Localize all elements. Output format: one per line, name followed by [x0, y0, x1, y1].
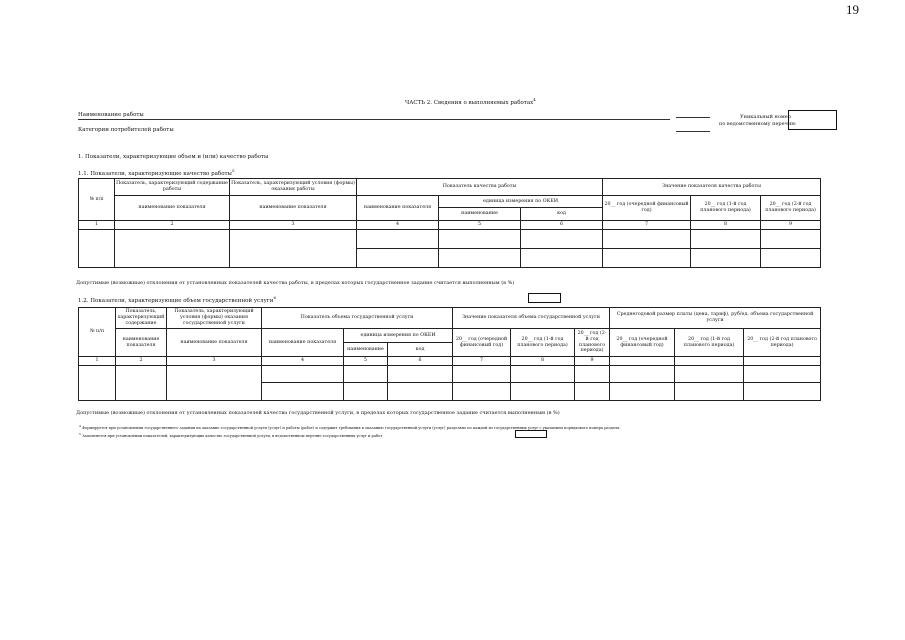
- t2-colnum: 9: [575, 357, 610, 366]
- t1-deviation-note: Допустимые (возможные) отклонения от установленных показателей качества работы, в пределах которых государственное задание считается выполненным (в %): [76, 280, 515, 286]
- footnote-4: [79, 424, 639, 431]
- t2-cell[interactable]: [262, 383, 344, 401]
- unique-number-box[interactable]: [788, 110, 837, 130]
- t2-cell[interactable]: [453, 366, 511, 383]
- t2-header-unit-code: код: [388, 343, 453, 357]
- quality-table: [78, 178, 821, 268]
- t2-cell[interactable]: [610, 366, 675, 383]
- work-name-label: Наименование работы: [78, 112, 144, 118]
- t1-colnum: 7: [603, 221, 691, 230]
- t2-header-conditions: Показатель, характеризующий условия (формы) оказания государственной услуги: [167, 308, 262, 329]
- t1-colnum: 4: [357, 221, 439, 230]
- t1-cell[interactable]: [230, 230, 357, 268]
- t2-cell[interactable]: [453, 383, 511, 401]
- t2-cell[interactable]: [388, 383, 453, 401]
- t1-cell[interactable]: [691, 249, 761, 268]
- section1-sub-title-text: 1.1. Показатели, характеризующие качество работы: [78, 170, 232, 177]
- t2-cell[interactable]: [575, 366, 610, 383]
- footnote-4-text: Формируется при установлении государственного задания на оказание государственной услуги (услуг) и работы (работ) и содержит требования к оказанию государственной услуги (услуг) раздельно по каждой из государственных услуг с указанием порядкового номера раздела.: [82, 426, 621, 431]
- t1-cell[interactable]: [357, 230, 439, 249]
- t2-colnum: 8: [511, 357, 575, 366]
- t2-header-num: № п/п: [79, 308, 116, 357]
- t1-cell[interactable]: [521, 230, 603, 249]
- t2-cell[interactable]: [675, 383, 744, 401]
- section2-deviation-box[interactable]: [528, 293, 561, 303]
- volume-table: [78, 307, 821, 401]
- t2-colnum: 6: [388, 357, 453, 366]
- t2-cell[interactable]: [167, 366, 262, 401]
- consumers-label: Категории потребителей работы: [78, 127, 174, 133]
- footnote-5: [79, 432, 499, 439]
- t2-colnum-empty: [744, 357, 821, 366]
- part-title-text: ЧАСТЬ 2. Сведения о выполняемых работах: [405, 99, 534, 106]
- t2-cell[interactable]: [575, 383, 610, 401]
- t1-cell[interactable]: [115, 230, 230, 268]
- section1-title: 1. Показатели, характеризующие объем и (или) качество работы: [78, 154, 269, 160]
- t1-header-unit-code: код: [521, 208, 603, 221]
- consumers-line-short[interactable]: [676, 131, 710, 132]
- t1-cell[interactable]: [439, 230, 521, 249]
- t1-cell[interactable]: [521, 249, 603, 268]
- t1-number-row: [79, 221, 821, 230]
- t1-header-year1: 20__ год (1-й год планового периода): [691, 196, 761, 221]
- t1-header-values: Значение показателя качества работы: [603, 179, 821, 196]
- section2-title: [78, 295, 276, 304]
- footnote-5-text: Заполняется при установлении показателей, характеризующих качество государственной услуги, в ведомственном перечне государственных услуг и работ.: [82, 434, 384, 439]
- t2-header-content: Показатель, характеризующий содержание: [116, 308, 167, 329]
- t2-header-content-name: наименование показателя: [116, 329, 167, 357]
- section2-title-sup: 6: [273, 295, 276, 300]
- t1-cell[interactable]: [761, 230, 821, 249]
- t2-header-avg-price: Среднегодовой размер платы (цена, тариф), руб/ед. объема государственной услуги: [610, 308, 821, 329]
- t1-cell[interactable]: [357, 249, 439, 268]
- part-title: [405, 97, 536, 106]
- t2-cell[interactable]: [610, 383, 675, 401]
- t2-colnum: 3: [167, 357, 262, 366]
- t1-header-year0: 20__ год (очередной финансовый год): [603, 196, 691, 221]
- footnote-box[interactable]: [515, 430, 547, 438]
- page-number: 19: [846, 2, 859, 17]
- t1-header-year2: 20__ год (2-й год планового периода): [761, 196, 821, 221]
- t2-header-p-year2: 20__ год (2-й год планового периода): [744, 329, 821, 357]
- t1-header-indicator-name: наименование показателя: [357, 196, 439, 221]
- t2-cell[interactable]: [511, 366, 575, 383]
- t2-colnum: 4: [262, 357, 344, 366]
- t2-colnum-empty: [675, 357, 744, 366]
- t1-header-conditions-name: наименование показателя: [230, 196, 357, 221]
- t1-header-unit-okei: единица измерения по ОКЕИ: [439, 196, 603, 208]
- t2-header-unit-name: наименование: [344, 343, 388, 357]
- t2-header-v-year0: 20__ год (очередной финансовый год): [453, 329, 511, 357]
- t2-header-unit-okei: единица измерения по ОКЕИ: [344, 329, 453, 343]
- t1-header-quality: Показатель качества работы: [357, 179, 603, 196]
- t2-cell[interactable]: [675, 366, 744, 383]
- unique-number-label-1: Уникальный номер: [740, 114, 791, 120]
- t2-cell[interactable]: [79, 366, 116, 401]
- t2-cell[interactable]: [344, 366, 388, 383]
- t2-header-p-year0: 20__ год (очередной финансовый год): [610, 329, 675, 357]
- t2-cell[interactable]: [511, 383, 575, 401]
- t1-cell[interactable]: [603, 249, 691, 268]
- t2-cell[interactable]: [744, 366, 821, 383]
- unique-number-label-2: по ведомственному перечню: [719, 121, 796, 127]
- t2-cell[interactable]: [344, 383, 388, 401]
- t2-colnum-empty: [610, 357, 675, 366]
- t2-colnum: 1: [79, 357, 116, 366]
- t2-header-v-year2: 20__ год (2-й год планового периода): [575, 329, 610, 357]
- section1-sub-sup: 5: [231, 168, 235, 173]
- t1-colnum: 9: [761, 221, 821, 230]
- t1-header-unit-name: наименование: [439, 208, 521, 221]
- section2-title-text: 1.2. Показатели, характеризующие объем государственной услуги: [78, 297, 274, 304]
- t2-header-conditions-name: наименование показателя: [167, 329, 262, 357]
- work-name-line[interactable]: [78, 119, 670, 120]
- section1-sub-title: [78, 168, 235, 177]
- t2-cell[interactable]: [262, 366, 344, 383]
- t1-data-row: [79, 230, 821, 249]
- part-title-sup: 4: [533, 97, 536, 102]
- t1-header-content-name: наименование показателя: [115, 196, 230, 221]
- t1-cell[interactable]: [439, 249, 521, 268]
- t1-cell[interactable]: [761, 249, 821, 268]
- t2-colnum: 2: [116, 357, 167, 366]
- t2-deviation-note: Допустимые (возможные) отклонения от установленных показателей качества государственной услуги, в пределах которых государственное задание считается выполненным (в %): [76, 410, 560, 416]
- t2-cell[interactable]: [388, 366, 453, 383]
- t1-colnum: 3: [230, 221, 357, 230]
- t2-cell[interactable]: [744, 383, 821, 401]
- t2-colnum: 5: [344, 357, 388, 366]
- t1-colnum: 8: [691, 221, 761, 230]
- t2-number-row: [79, 357, 821, 366]
- t1-header-content: Показатель, характеризующий содержание работы: [115, 179, 230, 196]
- t1-colnum: 2: [115, 221, 230, 230]
- t1-colnum: 1: [79, 221, 115, 230]
- t2-header-p-year1: 20__ год (1-й год планового периода): [675, 329, 744, 357]
- t1-header-conditions: Показатель, характеризующий условия (формы) оказания работы: [230, 179, 357, 196]
- work-name-line-short[interactable]: [676, 117, 710, 118]
- t2-header-v-year1: 20__ год (1-й год планового периода): [511, 329, 575, 357]
- t1-cell[interactable]: [603, 230, 691, 249]
- t1-header-num: № п/п: [79, 179, 115, 221]
- t2-header-volume: Показатель объема государственной услуги: [262, 308, 453, 329]
- footnote-4-mark: 4: [79, 424, 81, 428]
- t2-colnum: 7: [453, 357, 511, 366]
- t2-cell[interactable]: [116, 366, 167, 401]
- t2-data-row: [79, 366, 821, 383]
- footnote-5-mark: 5: [79, 432, 81, 436]
- t1-cell[interactable]: [691, 230, 761, 249]
- t1-colnum: 5: [439, 221, 521, 230]
- t1-colnum: 6: [521, 221, 603, 230]
- t1-cell[interactable]: [79, 230, 115, 268]
- t2-header-indicator-name: наименование показателя: [262, 329, 344, 357]
- t2-header-volume-values: Значение показателя объема государственной услуги: [453, 308, 610, 329]
